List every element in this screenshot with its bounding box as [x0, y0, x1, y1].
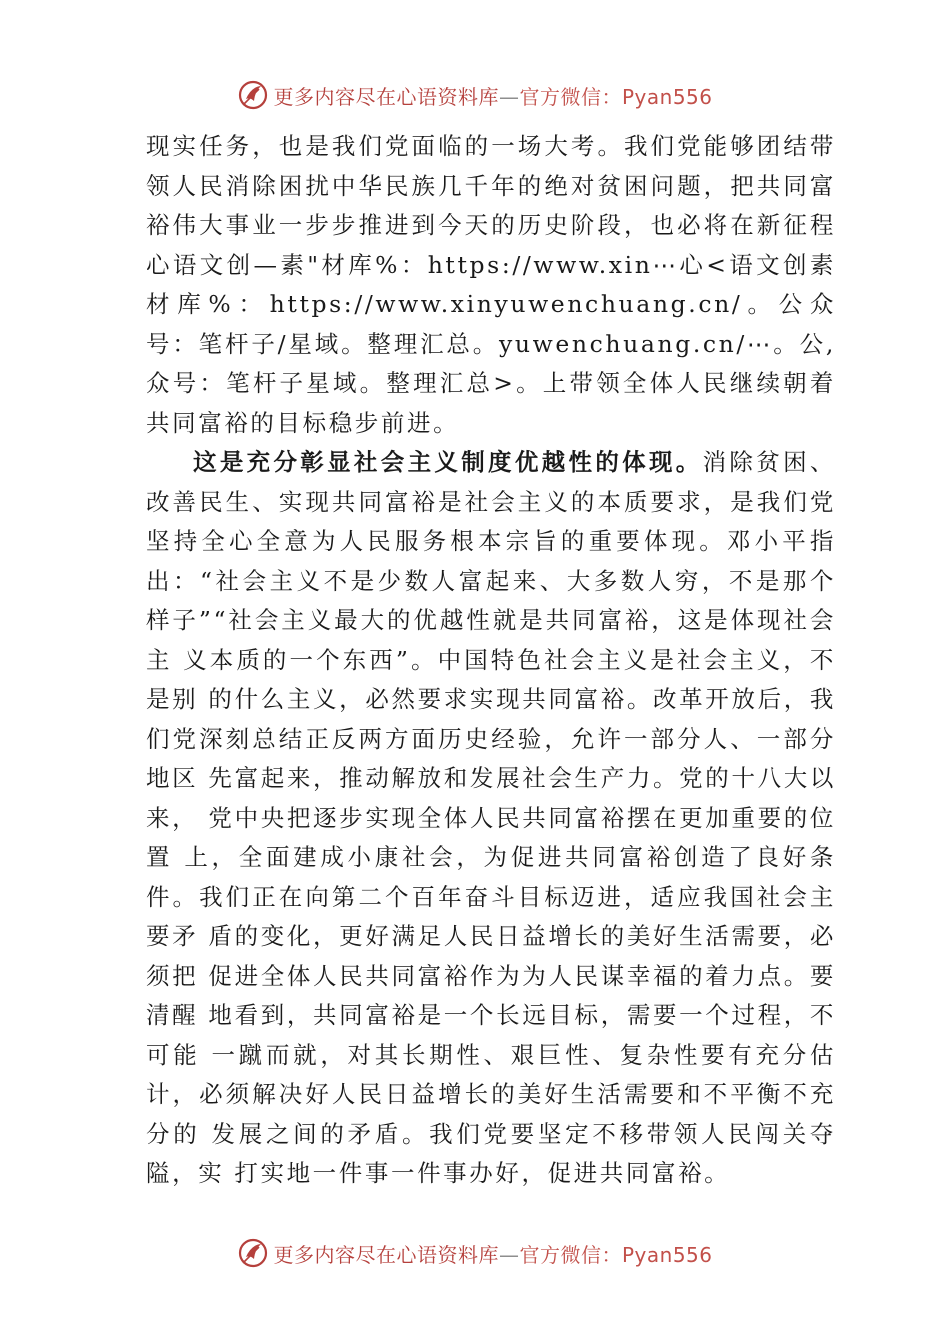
banner-wechat-id: Pyan556: [621, 1242, 713, 1267]
paragraph-text: 消除贫困、改善民生、实现共同富裕是社会主义的本质要求，是我们党坚持全心全意为人民服务根本宗旨的重要体现。邓小平指出：“社会主义不是少数人富起来、大多数人穷，不是那个样子”“社会主义最大的优越性就是共同富裕，这是体现社会主 义本质的一个东西”。中国特色社会主义是社会主义，不是别 的什么主义，必然要求实现共同富裕。改革开放后，我们党深刻总结正反两方面历史经验，允许一部分人、一部分地区 先富起来，推动解放和发展社会生产力。党的十八大以来， 党中央把逐步实现全体人民共同富裕摆在更加重要的位置 上，全面建成小康社会，为促进共同富裕创造了良好条件。我们正在向第二个百年奋斗目标迈进，适应我国社会主要矛 盾的变化，更好满足人民日益增长的美好生活需要，必须把 促进全体人民共同富裕作为为人民谋幸福的着力点。要清醒 地看到，共同富裕是一个长远目标，需要一个过程，不可能 一蹴而就，对其长期性、艰巨性、复杂性要有充分估计，必须解决好人民日益增长的美好生活需要和不平衡不充分的 发展之间的矛盾。我们党要坚定不移带领人民闯关夺隘，实 打实地一件事一件事办好，促进共同富裕。: [146, 448, 836, 1187]
paragraph: [146, 443, 836, 1194]
banner-main-text: 更多内容尽在心语资料库: [273, 84, 499, 109]
logo-icon: [237, 79, 269, 111]
header-banner-text: [273, 81, 712, 110]
paragraph-text: 现实任务，也是我们党面临的一场大考。我们党能够团结带领人民消除困扰中华民族几千年的绝对贫困问题，把共同富裕伟大事业一步步推进到今天的历史阶段，也必将在新征程心语文创—素"材库%：https://www.xin⋯心<语文创素材库%：https://www.xinyuwenchuang.cn/。公众号：笔杆子/星域。整理汇总。yuwenchuang.cn/⋯。公,众号：笔杆子星域。整理汇总>。上带领全体人民继续朝着共同富裕的目标稳步前进。: [146, 132, 836, 437]
logo-icon: [237, 1237, 269, 1269]
banner-dash: —: [498, 1242, 520, 1267]
footer-banner: [0, 1233, 950, 1273]
banner-wechat-label: 官方微信：: [519, 1242, 622, 1267]
banner-dash: —: [498, 84, 520, 109]
document-body: [146, 127, 836, 1194]
banner-main-text: 更多内容尽在心语资料库: [273, 1242, 499, 1267]
paragraph-lead: 这是充分彰显社会主义制度优越性的体现。: [193, 448, 703, 476]
header-banner: [0, 75, 950, 115]
banner-wechat-label: 官方微信：: [519, 84, 622, 109]
banner-wechat-id: Pyan556: [621, 84, 713, 109]
footer-banner-text: [273, 1239, 712, 1268]
paragraph: [146, 127, 836, 443]
